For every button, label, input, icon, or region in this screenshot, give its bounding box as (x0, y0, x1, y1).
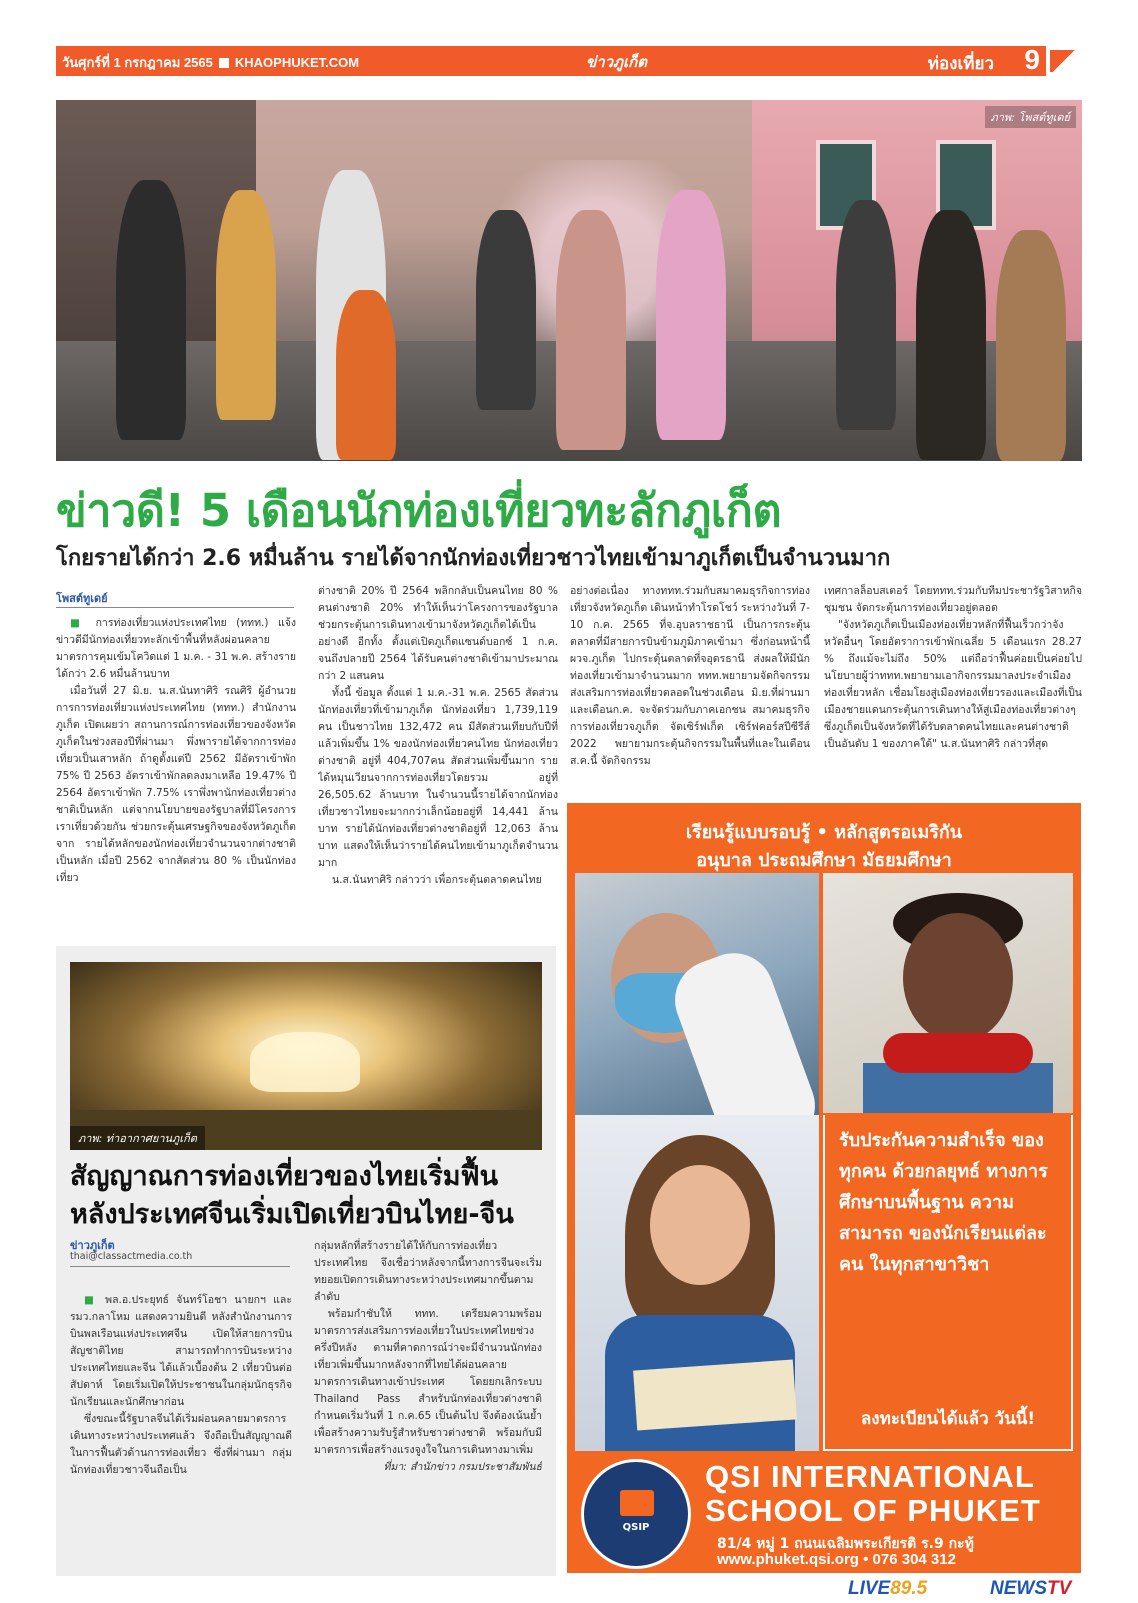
book-icon (620, 1490, 654, 1516)
photo-person (916, 210, 986, 460)
live-logo-text: LIVE (848, 1578, 891, 1599)
corner-arrow-icon (1046, 46, 1082, 76)
secondary-headline-line: หลังประเทศจีนเริ่มเปิดเที่ยวบินไทย-จีน (70, 1199, 514, 1230)
school-name-line: QSI INTERNATIONAL (705, 1459, 1035, 1494)
secondary-headline (70, 1158, 550, 1234)
article-column-2 (318, 583, 558, 913)
ad-register-cta[interactable]: ลงทะเบียนได้แล้ว วันนี้! (860, 1409, 1036, 1429)
secondary-column-1 (70, 1292, 292, 1552)
article-paragraph: ทั้งนี้ ข้อมูล ตั้งแต่ 1 ม.ค.-31 พ.ค. 2565 สัดส่วนนักท่องเที่ยวที่เข้ามาภูเก็ต นักท่องเที่ยว 1,739,119 คน เป็นชาวไทย 132,472 คน มีสัดส่วนเทียบกับปีที่แล้วเพิ่มขึ้น 1% ของนักท่องเที่ยวคนไทย นักท่องเที่ยวต่างชาติ อยู่ที่ 404,707คน สัดส่วนเพิ่มขึ้นมาก รายได้หมุนเวียนจากการท่องเที่ยวโดยรวม อยู่ที่ 26,505.62 ล้านบาท ในจำนวนนี้รายได้จากนักท่องเที่ยวชาวไทยจะมากกว่าเล็กน้อยอยู่ที่ 14,441 ล้านบาท รายได้นักท่องเที่ยวต่างชาติอยู่ที่ 12,063 ล้านบาท แสดงให้เห็นว่ารายได้คนไทยเข้ามาภูเก็ตจำนวนมาก (318, 687, 558, 869)
header-date-site (62, 52, 359, 73)
news-logo-tv: TV (1047, 1578, 1072, 1599)
headphones-icon (883, 1033, 1033, 1073)
school-address: 81/4 หมู่ 1 ถนนเฉลิมพระเกียรติ ร.9 กะทู้ (717, 1536, 974, 1552)
ad-top-line: เรียนรู้แบบรอบรู้ • หลักสูตรอเมริกัน (685, 822, 963, 843)
photo-airplane (250, 1032, 360, 1092)
photo-person (556, 210, 626, 450)
airport-photo-credit: ภาพ: ท่าอากาศยานภูเก็ต (70, 1126, 205, 1150)
airport-photo (70, 962, 542, 1150)
article-paragraph: เมื่อวันที่ 27 มิ.ย. น.ส.นันทาศิริ รณศิริ ผู้อำนวยการการท่องเที่ยวแห่งประเทศไทย (ททท.) สำนักงานภูเก็ต เปิดเผยว่า สถานการณ์การท่องเที่ยวของจังหวัดภูเก็ตในช่วงสองปีที่ผ่านมา พึ่งพารายได้จากการท่องเที่ยวเป็นเสาหลัก ถ้าดูตั้งแต่ปี 2562 มีอัตราเข้าพัก 75% ปี 2563 อัตราเข้าพักลดลงมาเหลือ 19.47% ปี 2564 อัตราเข้าพัก 7.75% เราพึ่งพานักท่องเที่ยวต่างชาติเป็นหลัก แต่จากนโยบายของรัฐบาลที่มีโครงการเราเที่ยวด้วยกัน ช่วยกระตุ้นเศรษฐกิจของจังหวัดภูเก็ตจาก รายได้หลักของนักท่องเที่ยวจำนวนจากต่างชาติเป็นหลัก เมื่อปี 2562 จากสัดส่วน 80 % เป็นนักท่องเที่ยว (56, 685, 296, 884)
secondary-headline-line: สัญญาณการท่องเที่ยวของไทยเริ่มฟื้น (70, 1161, 499, 1192)
byline-email-link[interactable]: thai@classactmedia.co.th (70, 1251, 193, 1262)
ad-top-line: อนุบาล ประถมศึกษา มัธยมศึกษา (696, 850, 952, 871)
ad-photo-boy-headphones (823, 873, 1073, 1113)
article-paragraph: เทศกาลล็อบสเตอร์ โดยททท.ร่วมกับทีมประชารัฐวิสาหกิจชุมชน จัดกระตุ้นการท่องเที่ยวอยู่ตลอด (824, 585, 1082, 614)
news-tv-logo (990, 1578, 1071, 1600)
live-logo-frequency: 89.5 (890, 1578, 928, 1599)
secondary-column-2 (314, 1238, 542, 1558)
article-byline: โพสต์ทูเดย์ (56, 592, 108, 605)
school-contact-link[interactable]: www.phuket.qsi.org • 076 304 312 (717, 1551, 956, 1568)
school-advertisement[interactable] (567, 803, 1081, 1573)
article-paragraph: ซึ่งขณะนี้รัฐบาลจีนได้เริ่มผ่อนคลายมาตรการเดินทางระหว่างประเทศแล้ว จึงถือเป็นสัญญาณดีในการฟื้นตัวด้านการท่องเที่ยว ซึ่งที่ผ่านมา กลุ่มนักท่องเที่ยวชาวจีนถือเป็น (70, 1413, 292, 1476)
photo-person (656, 190, 726, 440)
qsip-logo-text: QSIP (622, 1522, 650, 1533)
photo-face (650, 1165, 750, 1285)
ad-photo-girl-reading (575, 1115, 819, 1451)
ad-footer (567, 1455, 1081, 1573)
sub-headline: โกยรายได้กว่า 2.6 หมื่นล้าน รายได้จากนักท่องเที่ยวชาวไทยเข้ามาภูเก็ตเป็นจำนวนมาก (56, 546, 891, 571)
article-column-1 (56, 615, 296, 915)
ad-tagline: รับประกันความสำเร็จ ของทุกคน ด้วยกลยุทธ์ ทางการศึกษาบนพื้นฐาน ความสามารถ ของนักเรียนแต่ละคน ในทุกสาขาวิชา (839, 1130, 1048, 1275)
article-paragraph: "จังหวัดภูเก็ตเป็นเมืองท่องเที่ยวหลักที่ฟื้นเร็วกว่าจังหวัดอื่นๆ โดยอัตราการเข้าพักเฉลี่ย 5 เดือนแรก 28.27 % ถึงแม้จะไม่ถึง 50% แต่ถือว่าฟื้นค่อยเป็นค่อยไป นโยบายผู้ว่าททท.พยายามเอากิจกรรมมาลงประจำเมืองท่องเที่ยวหลัก เชื่อมโยงสู่เมืองท่องเที่ยวรองและเมืองที่เป็นเมืองชายแดนกระตุ้นการเดินทางให้สู่เมืองท่องเที่ยวต่างๆ ซึ่งภูเก็ตเป็นจังหวัดที่ได้รับตลาดคนไทยและคนต่างชาติ เป็นอันดับ 1 ของภาคใต้" น.ส.นันทาศิริ กล่าวที่สุด (824, 619, 1082, 750)
article-paragraph: กลุ่มหลักที่สร้างรายได้ให้กับการท่องเที่ยวประเทศไทย จึงเชื่อว่าหลังจากนี้ทางการจีนจะเริ่มทยอยเปิดการเดินทางระหว่างประเทศมากขึ้นตามลำดับ (314, 1240, 542, 1303)
main-headline: ข่าวดี! 5 เดือนนักท่องเที่ยวทะลักภูเก็ต (56, 484, 782, 537)
article-paragraph: ■ พล.อ.ประยุทธ์ จันทร์โอชา นายกฯ และ รมว.กลาโหม แสดงความยินดี หลังสำนักงานการบินพลเรือนแห่งประเทศจีน เปิดให้สายการบินสัญชาติไทย สามารถทำการบินระหว่างประเทศไทยและจีน ได้แล้วเบื้องต้น 2 เที่ยวบินต่อสัปดาห์ โดยเริ่มเปิดให้ประชาชนในกลุ่มนักธุรกิจ นักเรียนและนักศึกษาก่อน (70, 1292, 292, 1411)
secondary-article (56, 946, 556, 1576)
photo-person (116, 180, 186, 440)
photo-person (996, 230, 1066, 461)
photo-face (903, 913, 1013, 1043)
header-logo: ข่าวภูเก็ต (586, 53, 647, 71)
book-icon (633, 1359, 797, 1430)
byline-divider (70, 1266, 290, 1267)
photo-person (216, 190, 276, 420)
article-source: ที่มา: สำนักข่าว กรมประชาสัมพันธ์ (383, 1461, 542, 1473)
header-section-name: ท่องเที่ยว (927, 54, 994, 74)
photo-person (336, 290, 396, 460)
school-name-line: SCHOOL OF PHUKET (705, 1493, 1041, 1528)
article-paragraph: พร้อมกำชับให้ ททท. เตรียมความพร้อมมาตรการส่งเสริมการท่องเที่ยวในประเทศไทยช่วงครึ่งปีหลัง ตามที่คาดการณ์ว่าจะมีจำนวนนักท่องเที่ยวเพิ่มขึ้นมากหลังจากที่ไทยได้ผ่อนคลายมาตรการเดินทางเข้าประเทศ โดยยกเลิกระบบ Thailand Pass สำหรับนักท่องเที่ยวต่างชาติกำหนดเริ่มวันที่ 1 ก.ค.65 เป็นต้นไป จึงต้องเน้นย้ำเพื่อสร้างความรับรู้สำหรับชาวต่างชาติ พร้อมกับมีมาตรการเพื่อสร้างแรงจูงใจในการเดินทางมาเพิ่ม (314, 1308, 542, 1456)
live-radio-logo (848, 1578, 927, 1600)
page-number: 9 (1024, 44, 1040, 75)
secondary-byline: ข่าวภูเก็ต (70, 1239, 115, 1252)
square-bullet-icon (219, 58, 229, 68)
qsip-logo (581, 1459, 691, 1569)
article-paragraph: น.ส.นันทาศิริ กล่าวว่า เพื่อกระตุ้นตลาดคนไทย (332, 874, 542, 886)
header-date: วันศุกร์ที่ 1 กรกฎาคม 2565 (62, 55, 213, 70)
hero-photo-credit: ภาพ: โพสต์ทูเดย์ (985, 106, 1077, 128)
article-column-4 (824, 583, 1082, 783)
article-paragraph: อย่างต่อเนื่อง ทางททท.ร่วมกับสมาคมธุรกิจการท่องเที่ยวจังหวัดภูเก็ต เดินหน้าทำโรดโชว์ ระหว่างวันที่ 7-10 ก.ค. 2565 ที่จ.อุบลราชธานี เป็นการกระตุ้นตลาดที่มีสายการบินข้ามภูมิภาคเข้ามา ซึ่งก่อนหน้านี้ ผวจ.ภูเก็ต ไปกระตุ้นตลาดที่จอุดรธานี ส่งผลให้มีนักท่องเที่ยวเข้ามาจำนวนมาก ททท.พยายามจัดกิจกรรมส่งเสริมการท่องเที่ยวตลอดในช่วงเดือน มิ.ย.ที่ผ่านมา และเดือนก.ค. จะจัดร่วมกับภาคเอกชน สมาคมธุรกิจการท่องเที่ยวจภูเก็ต จัดเซิร์ฟเก็ต เซิร์ฟคอร์สปีซีรีส์ 2022 พยายามกระตุ้นกิจกรรมในพื้นที่และในเดือนส.ค.นี้ จัดกิจกรรม (570, 585, 810, 767)
header-site-link[interactable]: KHAOPHUKET.COM (234, 55, 360, 70)
news-logo-text: NEWS (990, 1578, 1047, 1599)
page-header (56, 46, 1082, 76)
article-paragraph: ต่างชาติ 20% ปี 2564 พลิกกลับเป็นคนไทย 80 % คนต่างชาติ 20% ทำให้เห็นว่าโครงการของรัฐบาลช่วยกระตุ้นการเดินทางเข้ามาจังหวัดภูเก็ตได้เป็นอย่างดี อีกทั้ง ตั้งแต่เปิดภูเก็ตแซนด์บอกซ์ 1 ก.ค. จนถึงปลายปี 2564 ได้รับคนต่างชาติเข้ามาประมาณกว่า 2 แสนคน (318, 585, 558, 682)
photo-person (476, 210, 536, 410)
photo-person (836, 200, 896, 430)
article-paragraph: ■ การท่องเที่ยวแห่งประเทศไทย (ททท.) แจ้งข่าวดีมีนักท่องเที่ยวทะลักเข้าพื้นที่หลังผ่อนคลายมาตรการคุมเข้มโควิดแต่ 1 ม.ค. - 31 พ.ค. สร้างรายได้กว่า 2.6 หมื่นล้านบาท (56, 615, 296, 683)
ad-tagline-box (823, 1115, 1073, 1451)
byline-divider (56, 607, 294, 608)
hero-photo (56, 100, 1082, 461)
article-column-3 (570, 583, 810, 783)
